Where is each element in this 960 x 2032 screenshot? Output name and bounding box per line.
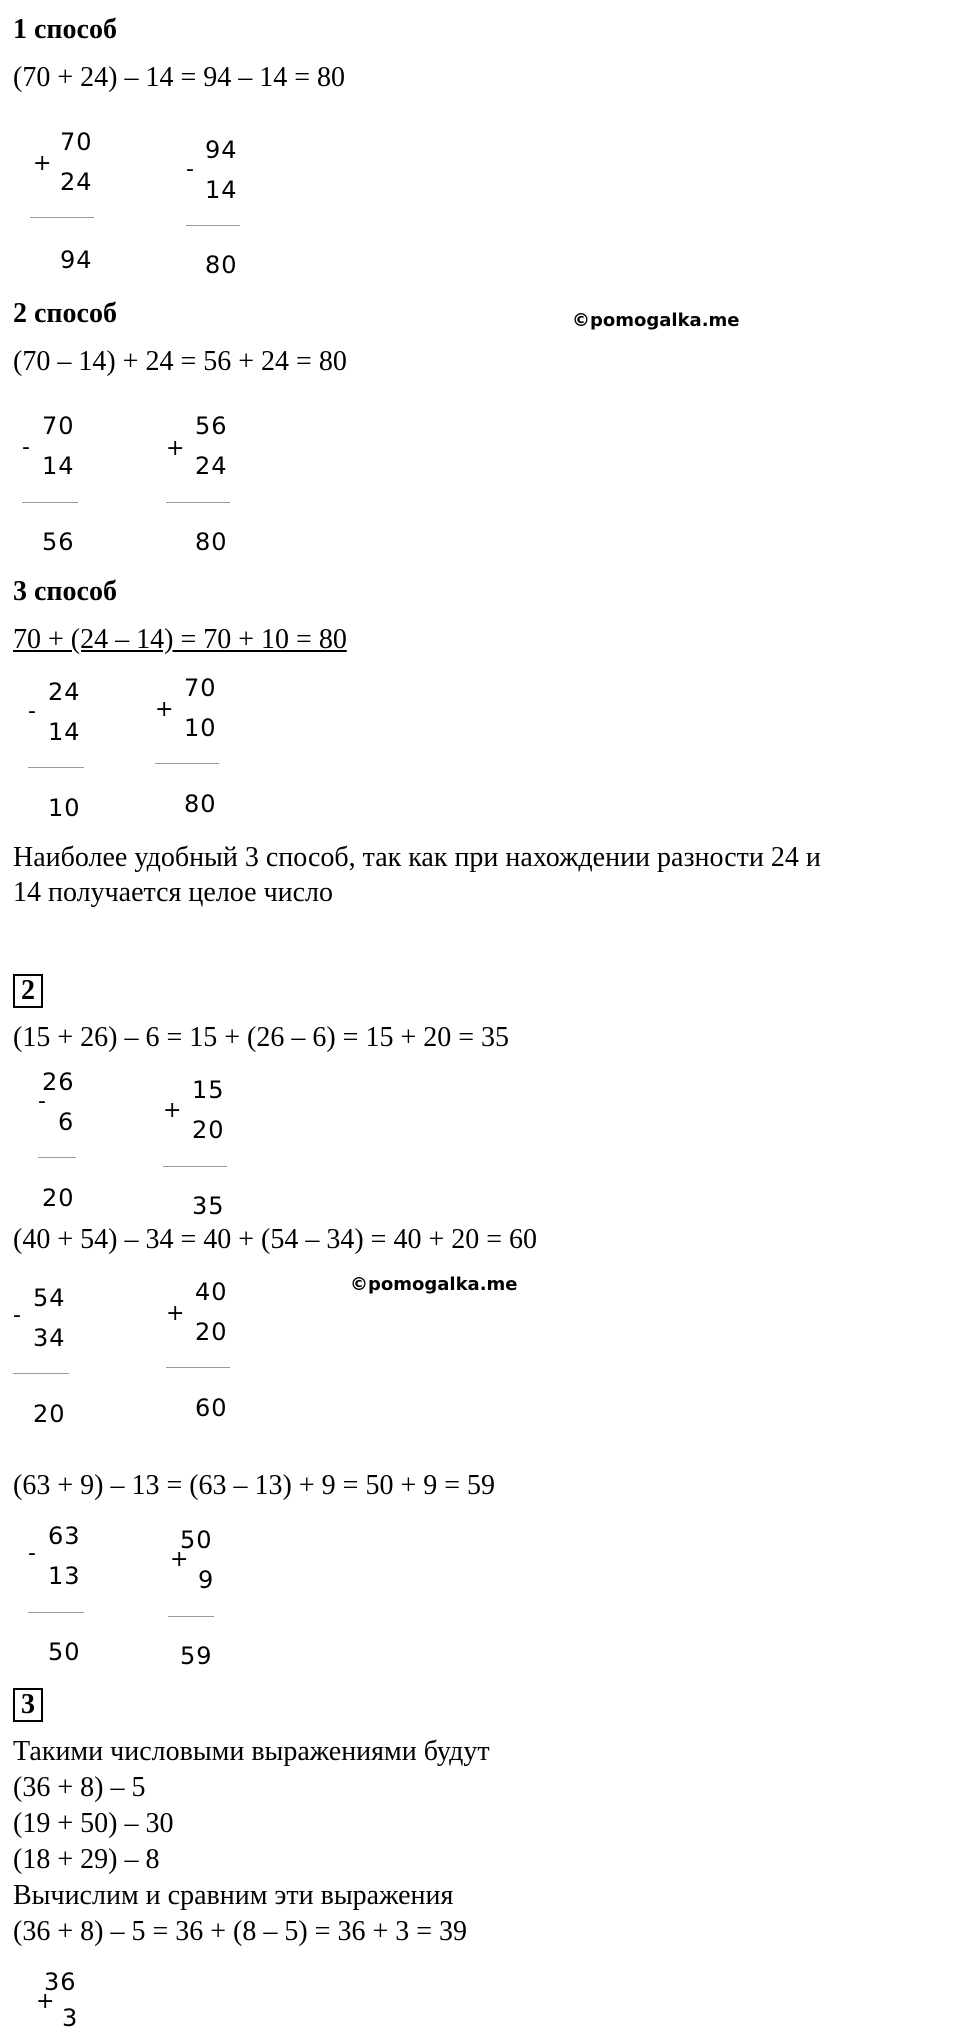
top-operand: 24 (48, 678, 81, 706)
task-3-line-3: (19 + 50) – 30 (13, 1808, 174, 1839)
top-operand: 94 (205, 136, 238, 164)
operator-sign: + (33, 151, 52, 176)
bottom-operand: 20 (192, 1116, 225, 1144)
task-3-line-2: (36 + 8) – 5 (13, 1772, 146, 1803)
sum-line (155, 763, 219, 764)
bottom-operand: 20 (195, 1318, 228, 1346)
result: 59 (180, 1642, 213, 1670)
bottom-operand: 34 (33, 1324, 66, 1352)
top-operand: 70 (42, 412, 75, 440)
sum-line (22, 502, 78, 503)
result: 80 (195, 528, 228, 556)
result: 20 (42, 1184, 75, 1212)
operator-sign: - (13, 1303, 21, 1328)
task-2-number-box: 2 (13, 974, 43, 1008)
method-1-heading: 1 способ (13, 14, 117, 45)
operator-sign: + (166, 1301, 185, 1326)
result: 94 (60, 246, 93, 274)
result: 35 (192, 1192, 225, 1220)
sum-line (13, 1373, 69, 1374)
top-operand: 36 (44, 1968, 77, 1996)
conclusion-line-1: Наиболее удобный 3 способ, так как при нахождении разности 24 и (13, 842, 821, 873)
result: 10 (48, 794, 81, 822)
task-2-expression-3: (63 + 9) – 13 = (63 – 13) + 9 = 50 + 9 = 59 (13, 1470, 496, 1501)
top-operand: 56 (195, 412, 228, 440)
top-operand: 15 (192, 1076, 225, 1104)
top-operand: 26 (42, 1068, 75, 1096)
bottom-operand: 24 (195, 452, 228, 480)
sum-line (30, 217, 94, 218)
sum-line (186, 225, 240, 226)
sum-line (168, 1616, 214, 1617)
operator-sign: + (163, 1098, 182, 1123)
method-2-heading: 2 способ (13, 298, 117, 329)
watermark: ©pomogalka.me (350, 1274, 518, 1295)
task-3-line-4: (18 + 29) – 8 (13, 1844, 160, 1875)
operator-sign: - (28, 1541, 36, 1566)
task-3-line-1: Такими числовыми выражениями будут (13, 1736, 490, 1767)
method-3-expression: 70 + (24 – 14) = 70 + 10 = 80 (13, 624, 347, 655)
bottom-operand: 6 (58, 1108, 75, 1136)
result: 56 (42, 528, 75, 556)
operator-sign: + (36, 1989, 55, 2014)
operator-sign: + (170, 1547, 189, 1572)
bottom-operand: 10 (184, 714, 217, 742)
method-2-expression: (70 – 14) + 24 = 56 + 24 = 80 (13, 346, 347, 377)
sum-line (38, 1157, 76, 1158)
result: 80 (205, 251, 238, 279)
bottom-operand: 14 (48, 718, 81, 746)
watermark: ©pomogalka.me (572, 310, 740, 331)
operator-sign: - (28, 699, 36, 724)
bottom-operand: 14 (205, 176, 238, 204)
top-operand: 70 (184, 674, 217, 702)
operator-sign: - (38, 1089, 46, 1114)
method-1-expression: (70 + 24) – 14 = 94 – 14 = 80 (13, 62, 346, 93)
bottom-operand: 3 (62, 2004, 79, 2032)
sum-line (28, 767, 84, 768)
bottom-operand: 14 (42, 452, 75, 480)
task-3-number-box: 3 (13, 1688, 43, 1722)
task-2-expression-1: (15 + 26) – 6 = 15 + (26 – 6) = 15 + 20 = 35 (13, 1022, 510, 1053)
sum-line (166, 502, 230, 503)
result: 50 (48, 1638, 81, 1666)
operator-sign: - (22, 435, 30, 460)
bottom-operand: 9 (198, 1566, 215, 1594)
result: 20 (33, 1400, 66, 1428)
task-3-line-6: (36 + 8) – 5 = 36 + (8 – 5) = 36 + 3 = 39 (13, 1916, 468, 1947)
task-3-line-5: Вычислим и сравним эти выражения (13, 1880, 454, 1911)
conclusion-line-2: 14 получается целое число (13, 877, 334, 908)
sum-line (28, 1612, 84, 1613)
sum-line (166, 1367, 230, 1368)
result: 80 (184, 790, 217, 818)
operator-sign: + (155, 697, 174, 722)
sum-line (163, 1166, 227, 1167)
bottom-operand: 13 (48, 1562, 81, 1590)
operator-sign: - (186, 157, 194, 182)
task-2-expression-2: (40 + 54) – 34 = 40 + (54 – 34) = 40 + 20 = 60 (13, 1224, 538, 1255)
top-operand: 50 (180, 1526, 213, 1554)
top-operand: 40 (195, 1278, 228, 1306)
top-operand: 70 (60, 128, 93, 156)
top-operand: 63 (48, 1522, 81, 1550)
bottom-operand: 24 (60, 168, 93, 196)
result: 60 (195, 1394, 228, 1422)
operator-sign: + (166, 436, 185, 461)
top-operand: 54 (33, 1284, 66, 1312)
method-3-heading: 3 способ (13, 576, 117, 607)
